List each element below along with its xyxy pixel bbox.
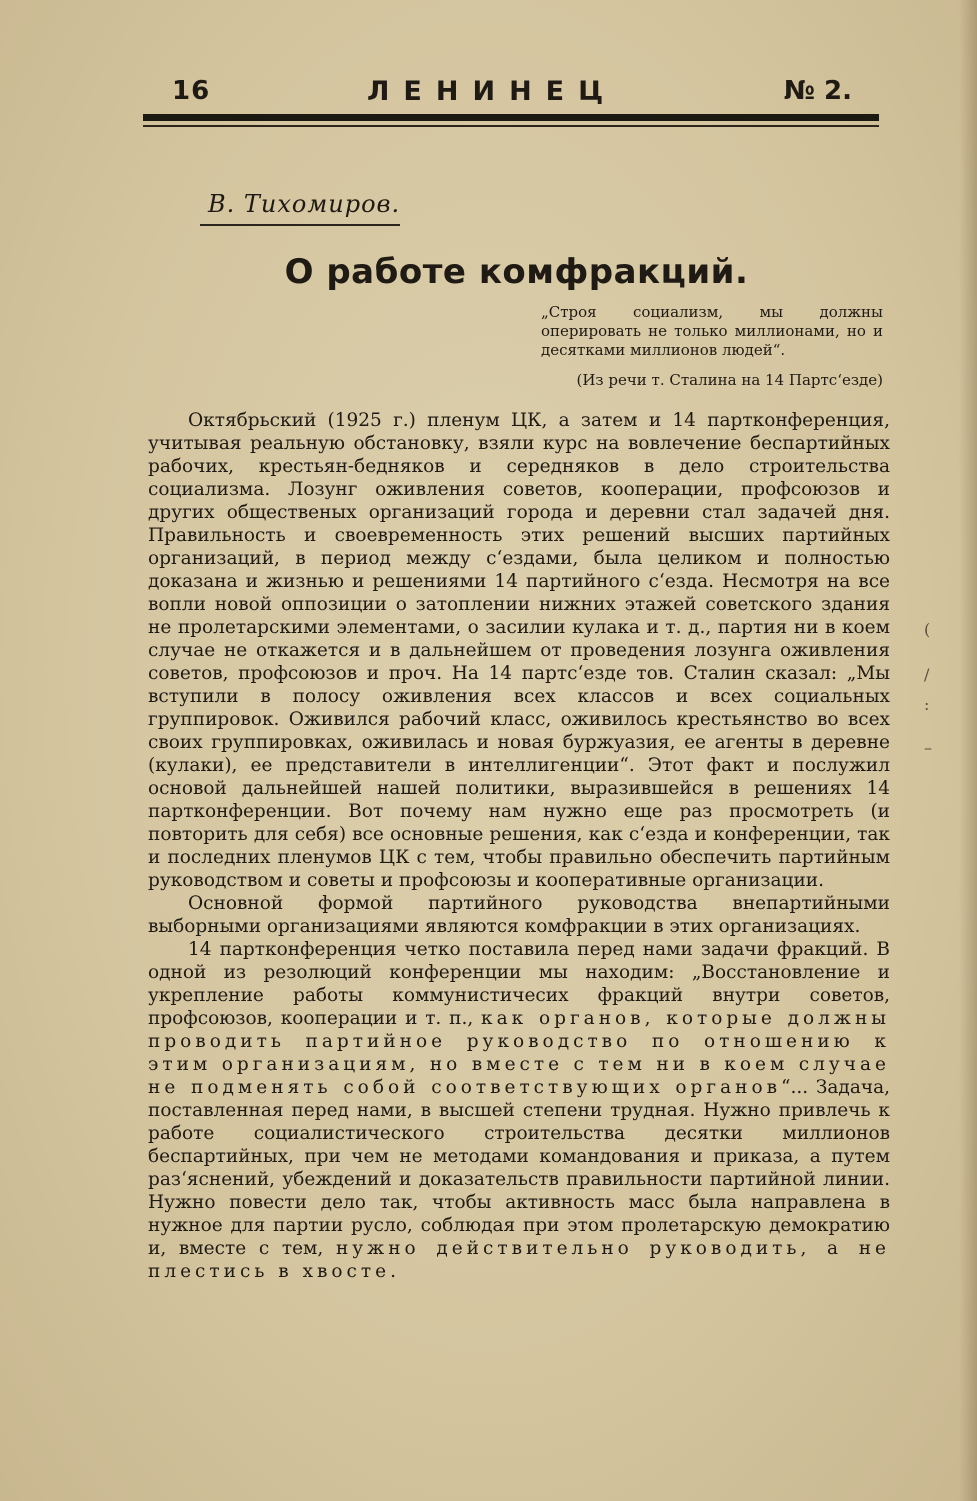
margin-mark: ( bbox=[924, 620, 931, 639]
paragraph-3-middle: “... Задача, поставленная перед нами, в высшей степени трудная. Нужно привлечь к работе социалистического строительства десятки миллионов беспартийных, при чем не методами командования и приказа, а путем раз‘яснений, убеждений и доказательств правильности партийной линии. Нужно повести дело так, чтобы активность масс была направлена в нужное для партии русло, соблюдая при этом пролетарскую демократию и, вместе с тем, bbox=[148, 1077, 890, 1259]
page-edge-shadow bbox=[959, 0, 977, 1501]
article-author: В. Тихомиров. bbox=[208, 190, 401, 218]
paragraph-3 bbox=[148, 938, 890, 1283]
paragraph-2: Основной формой партийного руководства внепартийными выборными организациями являются комфракции в этих организациях. bbox=[148, 893, 890, 937]
header-rule-thick bbox=[143, 114, 879, 121]
margin-pencil-marks bbox=[924, 620, 954, 760]
page-number: 16 bbox=[172, 76, 211, 106]
paragraph-3-spaced-quote: как органов, которые должны проводить партийное руководство по отношению к этим организациям, но вместе с тем ни в коем случае не подменять собой соответствующих органов bbox=[148, 1008, 890, 1098]
margin-mark: – bbox=[924, 738, 932, 757]
epigraph-source: (Из речи т. Сталина на 14 Партс‘езде) bbox=[576, 371, 883, 389]
paragraph-3-spaced-end: нужно действительно руководить, а не плестись в хвосте. bbox=[148, 1238, 890, 1282]
journal-title: ЛЕНИНЕЦ bbox=[367, 76, 618, 107]
paragraph-1: Октябрьский (1925 г.) пленум ЦК, а затем и 14 партконференция, учитывая реальную обстановку, взяли курс на вовлечение беспартийных рабочих, крестьян-бедняков и середняков в дело строительства социализма. Лозунг оживления советов, кооперации, профсоюзов и других общественых организаций города и деревни стал задачей дня. Правильность и своевременность этих решений высших партийных организаций, в период между с‘ездами, была целиком и полностью доказана и жизнью и решениями 14 партийного с‘езда. Несмотря на все вопли новой оппозиции о затоплении нижних этажей советского здания не пролетарскими элементами, о засилии кулака и т. д., партия ни в коем случае не откажется и в дальнейшем от проведения лозунга оживления советов, профсоюзов и проч. На 14 партс‘езде тов. Сталин сказал: „Мы вступили в полосу оживления всех классов и всех социальных группировок. Оживился рабочий класс, оживилось крестьянство во всех своих группировках, оживилась и новая буржуазия, ее агенты в деревне (кулаки), ее представители в интеллигенции“. Этот факт и послужил основой дальнейшей нашей политики, выразившейся в решениях 14 партконференции. Вот почему нам нужно еще раз просмотреть (и повторить для себя) все основные решения, как с‘езда и конференции, так и последних пленумов ЦК с тем, чтобы правильно обеспечить партийным руководством и советы и профсоюзы и кооперативные организации. bbox=[148, 410, 890, 891]
author-underline bbox=[200, 224, 400, 226]
margin-mark: / bbox=[924, 665, 930, 684]
header-rule-thin bbox=[143, 125, 879, 127]
running-header bbox=[172, 76, 852, 110]
margin-mark: : bbox=[924, 695, 930, 714]
article-body bbox=[148, 409, 890, 1283]
paragraph-3-lead: 14 партконференция четко поставила перед нами задачи фракций. В одной из резолюций конференции мы находим: „Восстановление и укрепление работы коммунистичесих фракций внутри советов, профсоюзов, кооперации и т. п., bbox=[148, 939, 890, 1029]
article-title: О работе комфракций. bbox=[284, 252, 749, 292]
epigraph-quote: „Строя социализм, мы должны оперировать не только миллионами, но и десятками миллионов людей“. bbox=[541, 303, 883, 359]
issue-number: № 2. bbox=[783, 76, 852, 106]
